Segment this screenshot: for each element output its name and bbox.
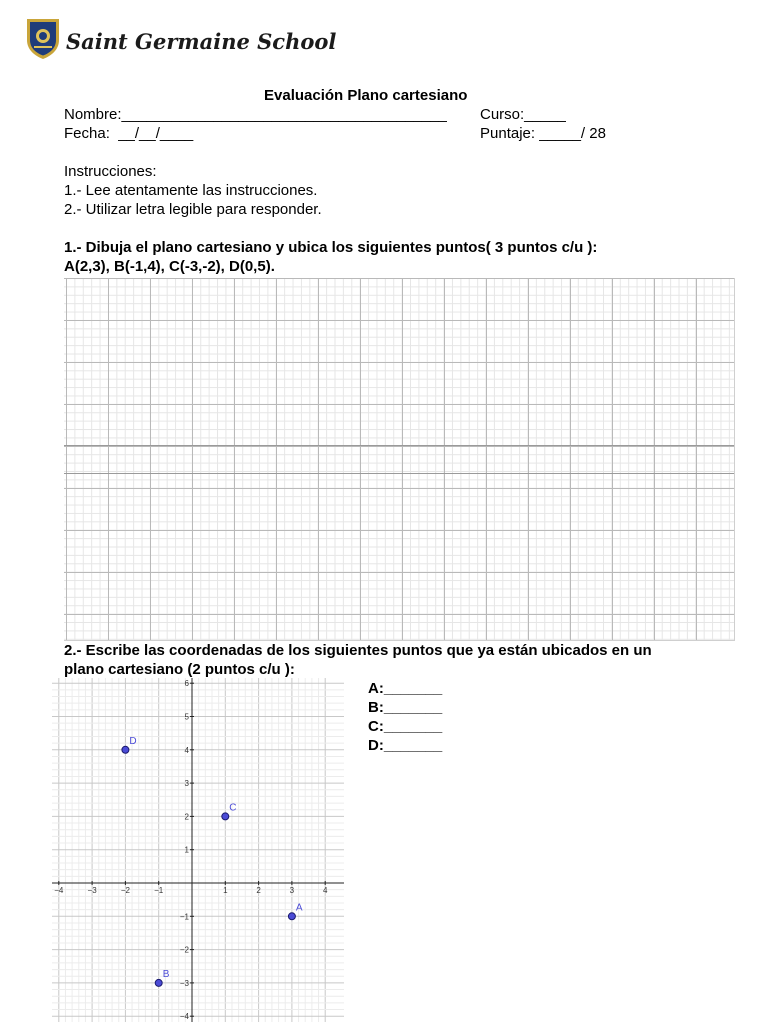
question1-text: 1.- Dibuja el plano cartesiano y ubica los siguientes puntos( 3 puntos c/u ): xyxy=(64,239,598,256)
course-field: Curso:_____ xyxy=(480,106,566,123)
name-field: Nombre:_______________________________________ xyxy=(64,106,447,123)
page-title: Evaluación Plano cartesiano xyxy=(264,87,468,104)
grid-line xyxy=(64,473,734,474)
answer-a: A:_______ xyxy=(368,680,443,697)
point-d xyxy=(122,746,129,753)
date-field: Fecha: __/__/____ xyxy=(64,125,194,142)
answer-b: B:_______ xyxy=(368,699,443,716)
x-tick-label: −3 xyxy=(87,886,97,895)
grid-line xyxy=(64,445,734,446)
point-b xyxy=(155,979,162,986)
y-tick-label: −3 xyxy=(179,978,189,988)
question1-points: A(2,3), B(-1,4), C(-3,-2), D(0,5). xyxy=(64,258,275,275)
instructions-heading: Instrucciones: xyxy=(64,163,157,180)
question2-text: 2.- Escribe las coordenadas de los siguientes puntos que ya están ubicados en un xyxy=(64,642,652,659)
score-field: Puntaje: _____/ 28 xyxy=(480,125,606,142)
blank-grid-paper xyxy=(64,278,735,641)
y-tick-label: −4 xyxy=(179,1012,189,1022)
point-label-b: B xyxy=(162,968,170,980)
x-tick-label: 1 xyxy=(223,886,228,895)
instruction-item: 1.- Lee atentamente las instrucciones. xyxy=(64,182,318,199)
y-tick-label: −2 xyxy=(179,945,189,955)
y-tick-label: 3 xyxy=(184,779,189,789)
school-logo xyxy=(24,16,62,60)
x-tick-label: −1 xyxy=(154,886,164,895)
y-tick-label: −1 xyxy=(179,912,189,922)
school-name: Saint Germaine School xyxy=(66,29,337,54)
x-tick-label: −2 xyxy=(120,886,130,895)
point-label-c: C xyxy=(229,802,237,814)
y-tick-label: 6 xyxy=(184,679,189,689)
x-tick-label: −4 xyxy=(54,886,64,895)
x-tick-label: 3 xyxy=(289,886,295,895)
answer-d: D:_______ xyxy=(368,737,443,754)
point-c xyxy=(222,813,229,820)
instruction-item: 2.- Utilizar letra legible para responder. xyxy=(64,201,322,218)
answer-c: C:_______ xyxy=(368,718,443,735)
point-label-d: D xyxy=(129,735,137,747)
y-tick-label: 4 xyxy=(184,745,189,755)
x-tick-label: 4 xyxy=(322,886,328,895)
point-label-a: A xyxy=(295,902,303,914)
school-crest-icon xyxy=(24,16,62,60)
y-tick-label: 2 xyxy=(184,812,189,822)
y-tick-label: 1 xyxy=(184,845,189,855)
y-tick-label: 5 xyxy=(184,712,189,722)
question2-points: plano cartesiano (2 puntos c/u ): xyxy=(64,661,295,678)
x-tick-label: 2 xyxy=(256,886,261,895)
coordinate-plane-chart xyxy=(52,678,344,1022)
point-a xyxy=(288,913,295,920)
